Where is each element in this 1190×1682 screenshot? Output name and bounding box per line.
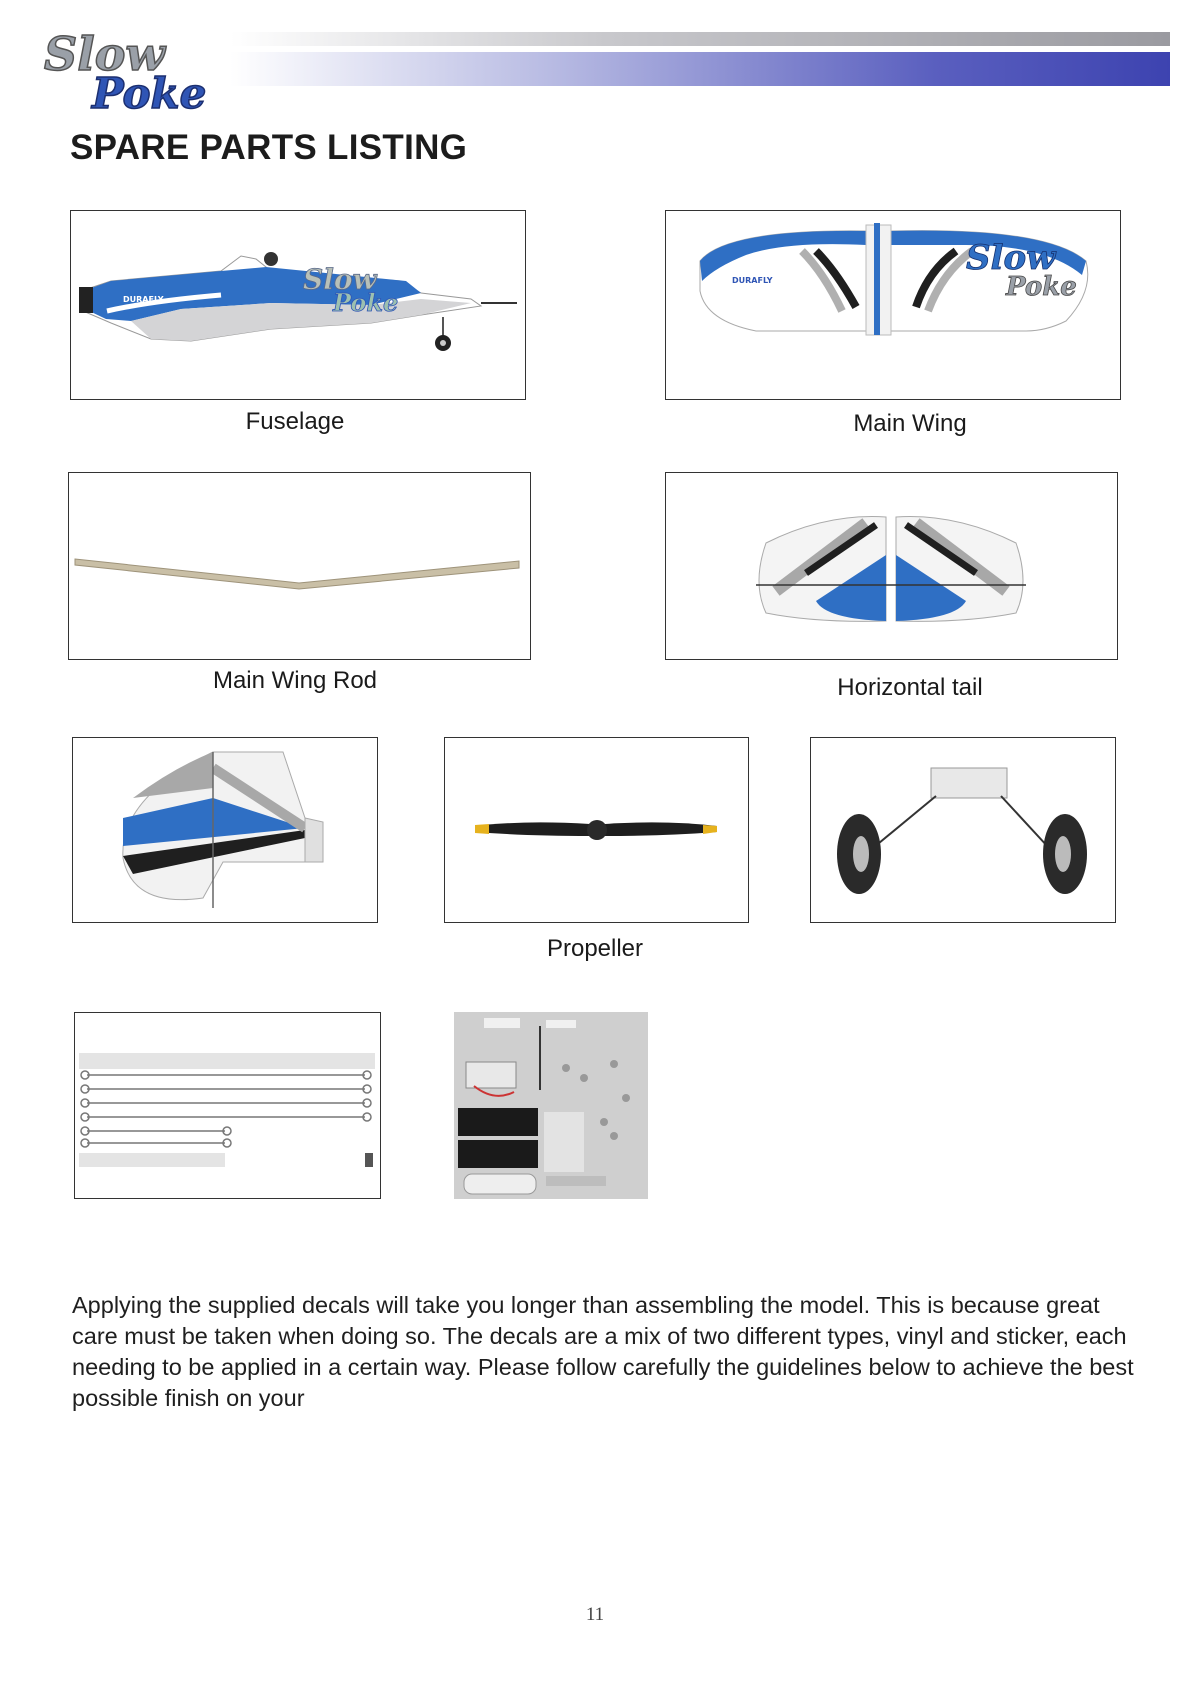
page-number: 11: [585, 1604, 605, 1625]
fuselage-image-frame: [70, 210, 526, 400]
propeller-illustration: [445, 738, 747, 921]
main-wing-logo-slow: Slow: [966, 238, 1056, 278]
fuselage-decal-text: DURAFLY: [123, 295, 164, 304]
header-blue-stripe: [230, 52, 1170, 86]
header-gray-stripe: [230, 32, 1170, 46]
horizontal-tail-illustration: [666, 473, 1116, 658]
push-rods-illustration: [75, 1013, 379, 1197]
caption-main-wing-rod: Main Wing Rod: [212, 667, 378, 694]
propeller-image-frame: [444, 737, 749, 923]
main-wing-logo-poke: Poke: [1006, 272, 1077, 302]
main-wing-image-frame: [665, 210, 1121, 400]
caption-fuselage: Fuselage: [245, 408, 345, 435]
caption-propeller: Propeller: [546, 935, 644, 962]
page-title: SPARE PARTS LISTING: [70, 128, 468, 167]
decal-instructions-paragraph: Applying the supplied decals will take you longer than assembling the model. This is because great care must be taken when doing so. The decals are a mix of two different types, vinyl and sticker, each needing to be applied in a certain way. Please follow carefully the guidelines below to achieve the best possible finish on your: [72, 1292, 1134, 1411]
caption-main-wing: Main Wing: [853, 410, 967, 437]
main-wing-rod-image-frame: [68, 472, 531, 660]
hardware-pack-illustration: [454, 1012, 648, 1199]
logo-word-slow: Slow: [44, 27, 165, 81]
vertical-tail-image-frame: [72, 737, 378, 923]
vertical-tail-illustration: [73, 738, 376, 921]
header-gradient-bar: [230, 32, 1170, 86]
fuselage-illustration: [71, 211, 524, 398]
logo-word-poke: Poke: [92, 69, 207, 112]
horizontal-tail-image-frame: [665, 472, 1118, 660]
push-rods-image-frame: [74, 1012, 381, 1199]
fuselage-logo-poke: Poke: [333, 288, 399, 317]
main-wing-decal-text: DURAFLY: [732, 276, 773, 285]
hardware-pack-image: [454, 1012, 648, 1199]
caption-horizontal-tail: Horizontal tail: [837, 674, 983, 701]
landing-gear-image-frame: [810, 737, 1116, 923]
slow-poke-logo: [40, 22, 220, 112]
fuselage-logo-slow: Slow: [303, 263, 377, 296]
main-wing-rod-illustration: [69, 473, 529, 658]
landing-gear-illustration: [811, 738, 1114, 921]
main-wing-illustration: [666, 211, 1119, 398]
